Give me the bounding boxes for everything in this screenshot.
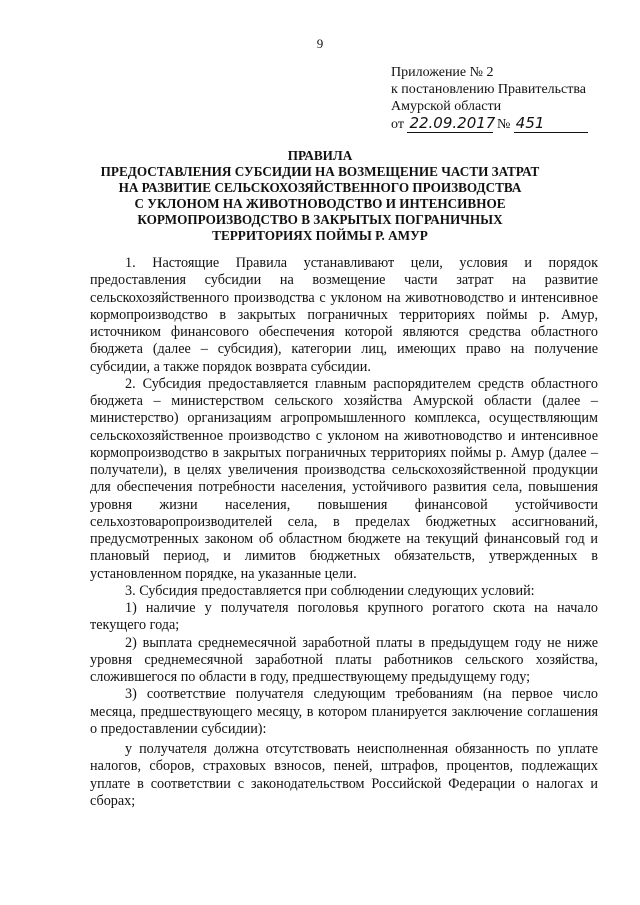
handwritten-number: 451	[514, 115, 588, 133]
paragraph-1: 1. Настоящие Правила устанавливают цели, условия и порядок предоставления субсидии на возмещение части затрат на развитие сельскохозяйственного производства с уклоном на животноводство и интенсивное кормопроизводство в закрытых пограничных территориях поймы р. Амур, источником финансового обеспечения которой являются средства областного бюджета (далее – субсидия), категории лиц, имеющих право на получение субсидии, а также порядок возврата субсидии.	[90, 255, 598, 375]
title-line: ТЕРРИТОРИЯХ ПОЙМЫ Р. АМУР	[212, 228, 428, 243]
requirement-taxes: у получателя должна отсутствовать неисполненная обязанность по уплате налогов, сборов, страховых взносов, пеней, штрафов, процентов, подлежащих уплате в соответствии с законодательством Российской Федерации о налогах и сборах;	[90, 741, 598, 809]
condition-3: 3) соответствие получателя следующим требованиям (на первое число месяца, предшествующего месяцу, в котором планируется заключение соглашения о предоставлении субсидии):	[90, 686, 598, 737]
handwritten-date: 22.09.2017	[409, 114, 496, 132]
title-line: ПРАВИЛА	[287, 148, 353, 163]
paragraph-2: 2. Субсидия предоставляется главным распорядителем средств областного бюджета – министерством сельского хозяйства Амурской области (далее – министерство) организациям агропромышленного комплекса, осуществляющим сельскохозяйственное производство с уклоном на животноводство и интенсивное кормопроизводство в закрытых пограничных территориях поймы р. Амур (далее – получатели), в целях увеличения производства сельскохозяйственной продукции для обеспечения потребности населения, устойчивого развития села, повышения уровня жизни населения, повышения финансовой устойчивости сельхозтоваропроизводителей села, в пределах бюджетных ассигнований, предусмотренных законом об областном бюджете на текущий финансовый год и плановый период, и лимитов бюджетных обязательств, утвержденных в установленном порядке, на указанные цели.	[90, 375, 598, 582]
from-label: от	[391, 117, 404, 132]
number-label: №	[496, 117, 511, 132]
condition-1: 1) наличие у получателя поголовья крупного рогатого скота на начало текущего года;	[90, 600, 598, 634]
paragraph-3: 3. Субсидия предоставляется при соблюдении следующих условий:	[125, 582, 535, 599]
appendix-resolution: к постановлению Правительства	[391, 82, 587, 97]
appendix-block	[391, 64, 606, 133]
appendix-region: Амурской области	[391, 99, 502, 114]
title-line: ПРЕДОСТАВЛЕНИЯ СУБСИДИИ НА ВОЗМЕЩЕНИЕ ЧАСТИ ЗАТРАТ	[100, 164, 540, 179]
title-line: НА РАЗВИТИЕ СЕЛЬСКОХОЗЯЙСТВЕННОГО ПРОИЗВОДСТВА	[118, 180, 522, 195]
appendix-date-line	[391, 115, 606, 133]
page-number: 9	[316, 36, 324, 51]
title-line: С УКЛОНОМ НА ЖИВОТНОВОДСТВО И ИНТЕНСИВНОЕ	[134, 196, 506, 211]
appendix-title: Приложение № 2	[391, 65, 494, 80]
document-body	[90, 255, 598, 810]
document-title	[100, 148, 540, 244]
title-line: КОРМОПРОИЗВОДСТВО В ЗАКРЫТЫХ ПОГРАНИЧНЫХ	[137, 212, 503, 227]
condition-2: 2) выплата среднемесячной заработной платы в предыдущем году не ниже уровня среднемесячной заработной платы работников сельского хозяйства, сложившегося по области в году, предшествующему предыдущему году;	[90, 634, 598, 685]
